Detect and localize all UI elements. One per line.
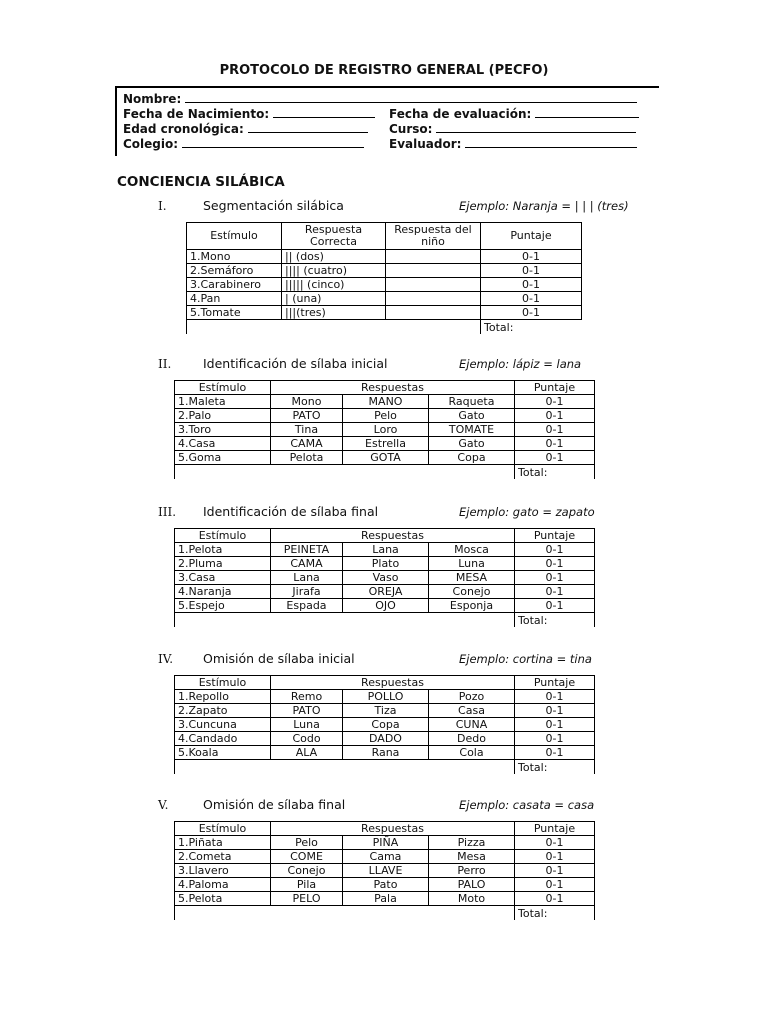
score-cell[interactable]: 0-1 (515, 732, 595, 746)
total-spacer (175, 760, 515, 775)
correct-answer-cell: |||| (cuatro) (282, 264, 386, 278)
option-cell[interactable]: Conejo (271, 864, 343, 878)
stimulus-cell: 4.Candado (175, 732, 271, 746)
table-row (187, 306, 582, 320)
option-cell[interactable]: Jirafa (271, 585, 343, 599)
table-row (175, 599, 595, 613)
stimulus-cell: 1.Maleta (175, 395, 271, 409)
table-row (175, 557, 595, 571)
score-cell[interactable]: 0-1 (515, 451, 595, 465)
section-3-example: Ejemplo: gato = zapato (459, 505, 595, 519)
score-cell[interactable]: 0-1 (515, 409, 595, 423)
score-cell[interactable]: 0-1 (515, 437, 595, 451)
score-cell[interactable]: 0-1 (481, 306, 582, 320)
option-cell[interactable]: Pelota (271, 451, 343, 465)
stimulus-cell: 1.Piñata (175, 836, 271, 850)
correct-answer-cell: |||(tres) (282, 306, 386, 320)
option-cell[interactable]: LLAVE (343, 864, 429, 878)
evaluation-date-field[interactable] (535, 106, 639, 118)
stimulus-cell: 5.Pelota (175, 892, 271, 906)
col-header-estimulo: Estímulo (187, 223, 282, 250)
birthdate-line (123, 106, 375, 121)
stimulus-cell: 1.Repollo (175, 690, 271, 704)
section-2-numeral: II. (158, 357, 172, 371)
option-cell[interactable]: MESA (429, 571, 515, 585)
stimulus-cell: 3.Carabinero (187, 278, 282, 292)
total-cell[interactable]: Total: (515, 465, 595, 480)
score-cell[interactable]: 0-1 (515, 690, 595, 704)
col-header-respuesta-nino: Respuesta del niño (386, 223, 481, 250)
option-cell[interactable]: CAMA (271, 557, 343, 571)
table-row (187, 264, 582, 278)
option-cell[interactable]: Gato (429, 409, 515, 423)
col-header-puntaje: Puntaje (481, 223, 582, 250)
option-cell[interactable]: Tina (271, 423, 343, 437)
col-header-respuestas: Respuestas (271, 381, 515, 395)
course-field[interactable] (436, 121, 636, 133)
option-cell[interactable]: Remo (271, 690, 343, 704)
col-header-estimulo: Estímulo (175, 381, 271, 395)
course-label: Curso: (389, 122, 433, 136)
stimulus-cell: 4.Naranja (175, 585, 271, 599)
option-cell[interactable]: MANO (343, 395, 429, 409)
stimulus-cell: 2.Cometa (175, 850, 271, 864)
option-cell[interactable]: Luna (429, 557, 515, 571)
age-field[interactable] (248, 121, 368, 133)
total-spacer (175, 906, 515, 921)
option-cell[interactable]: Espada (271, 599, 343, 613)
name-line (123, 91, 637, 106)
stimulus-cell: 2.Palo (175, 409, 271, 423)
score-cell[interactable]: 0-1 (515, 423, 595, 437)
total-spacer (175, 465, 515, 480)
stimulus-cell: 5.Espejo (175, 599, 271, 613)
option-cell[interactable]: PEINETA (271, 543, 343, 557)
evaluation-date-label: Fecha de evaluación: (389, 107, 532, 121)
stimulus-cell: 3.Casa (175, 571, 271, 585)
section-1-table (186, 222, 582, 334)
option-cell[interactable]: Gato (429, 437, 515, 451)
student-info-box (115, 86, 659, 156)
total-row (175, 465, 595, 480)
option-cell[interactable]: PELO (271, 892, 343, 906)
option-cell[interactable]: Cola (429, 746, 515, 760)
table-row (175, 718, 595, 732)
option-cell[interactable]: Estrella (343, 437, 429, 451)
stimulus-cell: 3.Llavero (175, 864, 271, 878)
table-row (175, 409, 595, 423)
score-cell[interactable]: 0-1 (481, 278, 582, 292)
stimulus-cell: 2.Zapato (175, 704, 271, 718)
option-cell[interactable]: COME (271, 850, 343, 864)
col-header-puntaje: Puntaje (515, 676, 595, 690)
table-row (175, 571, 595, 585)
score-cell[interactable]: 0-1 (481, 250, 582, 264)
stimulus-cell: 1.Pelota (175, 543, 271, 557)
section-4-table (174, 675, 595, 774)
option-cell[interactable]: Esponja (429, 599, 515, 613)
option-cell[interactable]: Copa (429, 451, 515, 465)
child-answer-cell[interactable] (386, 292, 481, 306)
option-cell[interactable]: Vaso (343, 571, 429, 585)
total-cell[interactable]: Total: (481, 320, 582, 335)
table-row (175, 395, 595, 409)
table-row (175, 892, 595, 906)
correct-answer-cell: || (dos) (282, 250, 386, 264)
school-field[interactable] (182, 136, 364, 148)
section-5-example: Ejemplo: casata = casa (459, 798, 595, 812)
stimulus-cell: 3.Cuncuna (175, 718, 271, 732)
score-cell[interactable]: 0-1 (515, 557, 595, 571)
course-line (389, 121, 636, 136)
option-cell[interactable]: Tiza (343, 704, 429, 718)
evaluator-field[interactable] (465, 136, 637, 148)
option-cell[interactable]: CUNA (429, 718, 515, 732)
section-4-numeral: IV. (158, 652, 174, 666)
option-cell[interactable]: Pila (271, 878, 343, 892)
total-row (175, 760, 595, 775)
option-cell[interactable]: GOTA (343, 451, 429, 465)
score-cell[interactable]: 0-1 (515, 543, 595, 557)
score-cell[interactable]: 0-1 (515, 836, 595, 850)
section-2-title: Identificación de sílaba inicial (203, 356, 388, 371)
section-2-table (174, 380, 595, 479)
correct-answer-cell: | (una) (282, 292, 386, 306)
option-cell[interactable]: Pelo (343, 409, 429, 423)
option-cell[interactable]: Pizza (429, 836, 515, 850)
table-row (175, 704, 595, 718)
table-row (187, 250, 582, 264)
section-1-numeral: I. (158, 199, 167, 213)
total-cell[interactable]: Total: (515, 613, 595, 628)
section-1-title: Segmentación silábica (203, 198, 344, 213)
option-cell[interactable]: DADO (343, 732, 429, 746)
score-cell[interactable]: 0-1 (515, 571, 595, 585)
score-cell[interactable]: 0-1 (481, 264, 582, 278)
correct-answer-cell: ||||| (cinco) (282, 278, 386, 292)
col-header-puntaje: Puntaje (515, 529, 595, 543)
school-line (123, 136, 364, 151)
total-row (175, 906, 595, 921)
table-row (175, 543, 595, 557)
table-row (175, 878, 595, 892)
score-cell[interactable]: 0-1 (515, 892, 595, 906)
option-cell[interactable]: Luna (271, 718, 343, 732)
table-row (175, 836, 595, 850)
col-header-estimulo: Estímulo (175, 676, 271, 690)
total-row (175, 613, 595, 628)
section-4-title: Omisión de sílaba inicial (203, 651, 355, 666)
col-header-puntaje: Puntaje (515, 822, 595, 836)
option-cell[interactable]: Copa (343, 718, 429, 732)
score-cell[interactable]: 0-1 (515, 746, 595, 760)
option-cell[interactable]: Codo (271, 732, 343, 746)
option-cell[interactable]: Loro (343, 423, 429, 437)
table-row (175, 864, 595, 878)
option-cell[interactable]: ALA (271, 746, 343, 760)
option-cell[interactable]: Lana (343, 543, 429, 557)
total-spacer (187, 320, 481, 335)
child-answer-cell[interactable] (386, 278, 481, 292)
section-5-title: Omisión de sílaba final (203, 797, 346, 812)
stimulus-cell: 2.Semáforo (187, 264, 282, 278)
birthdate-label: Fecha de Nacimiento: (123, 107, 270, 121)
score-cell[interactable]: 0-1 (515, 864, 595, 878)
option-cell[interactable]: Mono (271, 395, 343, 409)
option-cell[interactable]: PATO (271, 704, 343, 718)
table-row (175, 451, 595, 465)
evaluation-date-line (389, 106, 639, 121)
option-cell[interactable]: OJO (343, 599, 429, 613)
section-3-numeral: III. (158, 505, 177, 519)
score-cell[interactable]: 0-1 (515, 878, 595, 892)
option-cell[interactable]: CAMA (271, 437, 343, 451)
score-cell[interactable]: 0-1 (515, 850, 595, 864)
option-cell[interactable]: Mosca (429, 543, 515, 557)
total-row (187, 320, 582, 335)
evaluator-line (389, 136, 637, 151)
option-cell[interactable]: Pato (343, 878, 429, 892)
table-row (175, 746, 595, 760)
option-cell[interactable]: Lana (271, 571, 343, 585)
col-header-respuestas: Respuestas (271, 822, 515, 836)
col-header-estimulo: Estímulo (175, 822, 271, 836)
option-cell[interactable]: PATO (271, 409, 343, 423)
school-label: Colegio: (123, 137, 179, 151)
table-row (187, 292, 582, 306)
section-1-example: Ejemplo: Naranja = | | | (tres) (459, 199, 629, 213)
section-2-example: Ejemplo: lápiz = lana (459, 357, 582, 371)
section-3-title: Identificación de sílaba final (203, 504, 379, 519)
col-header-puntaje: Puntaje (515, 381, 595, 395)
stimulus-cell: 3.Toro (175, 423, 271, 437)
option-cell[interactable]: Rana (343, 746, 429, 760)
option-cell[interactable]: Pala (343, 892, 429, 906)
option-cell[interactable]: Pozo (429, 690, 515, 704)
child-answer-cell[interactable] (386, 264, 481, 278)
stimulus-cell: 4.Pan (187, 292, 282, 306)
option-cell[interactable]: TOMATE (429, 423, 515, 437)
stimulus-cell: 5.Tomate (187, 306, 282, 320)
score-cell[interactable]: 0-1 (481, 292, 582, 306)
score-cell[interactable]: 0-1 (515, 585, 595, 599)
table-row (175, 585, 595, 599)
table-row (175, 423, 595, 437)
section-4-example: Ejemplo: cortina = tina (459, 652, 592, 666)
score-cell[interactable]: 0-1 (515, 599, 595, 613)
option-cell[interactable]: Plato (343, 557, 429, 571)
option-cell[interactable]: Moto (429, 892, 515, 906)
option-cell[interactable]: Pelo (271, 836, 343, 850)
option-cell[interactable]: PIÑA (343, 836, 429, 850)
table-row (175, 437, 595, 451)
stimulus-cell: 5.Koala (175, 746, 271, 760)
stimulus-cell: 4.Casa (175, 437, 271, 451)
col-header-respuestas: Respuestas (271, 676, 515, 690)
score-cell[interactable]: 0-1 (515, 704, 595, 718)
stimulus-cell: 1.Mono (187, 250, 282, 264)
option-cell[interactable]: Mesa (429, 850, 515, 864)
score-cell[interactable]: 0-1 (515, 395, 595, 409)
total-spacer (175, 613, 515, 628)
table-row (175, 850, 595, 864)
score-cell[interactable]: 0-1 (515, 718, 595, 732)
birthdate-field[interactable] (273, 106, 375, 118)
option-cell[interactable]: POLLO (343, 690, 429, 704)
option-cell[interactable]: Raqueta (429, 395, 515, 409)
stimulus-cell: 2.Pluma (175, 557, 271, 571)
col-header-respuesta-correcta: Respuesta Correcta (282, 223, 386, 250)
document-title: PROTOCOLO DE REGISTRO GENERAL (PECFO) (219, 63, 549, 78)
option-cell[interactable]: Perro (429, 864, 515, 878)
col-header-estimulo: Estímulo (175, 529, 271, 543)
table-row (175, 690, 595, 704)
total-cell[interactable]: Total: (515, 760, 595, 775)
child-answer-cell[interactable] (386, 250, 481, 264)
option-cell[interactable]: Casa (429, 704, 515, 718)
option-cell[interactable]: Dedo (429, 732, 515, 746)
name-field[interactable] (185, 91, 637, 103)
age-label: Edad cronológica: (123, 122, 244, 136)
option-cell[interactable]: OREJA (343, 585, 429, 599)
option-cell[interactable]: Cama (343, 850, 429, 864)
section-3-table (174, 528, 595, 627)
option-cell[interactable]: Conejo (429, 585, 515, 599)
section-5-table (174, 821, 595, 920)
child-answer-cell[interactable] (386, 306, 481, 320)
section-5-numeral: V. (158, 798, 169, 812)
table-row (187, 278, 582, 292)
stimulus-cell: 4.Paloma (175, 878, 271, 892)
evaluator-label: Evaluador: (389, 137, 462, 151)
stimulus-cell: 5.Goma (175, 451, 271, 465)
table-row (175, 732, 595, 746)
name-label: Nombre: (123, 92, 182, 106)
total-cell[interactable]: Total: (515, 906, 595, 921)
option-cell[interactable]: PALO (429, 878, 515, 892)
main-section-title: CONCIENCIA SILÁBICA (117, 174, 285, 190)
col-header-respuestas: Respuestas (271, 529, 515, 543)
age-line (123, 121, 368, 136)
